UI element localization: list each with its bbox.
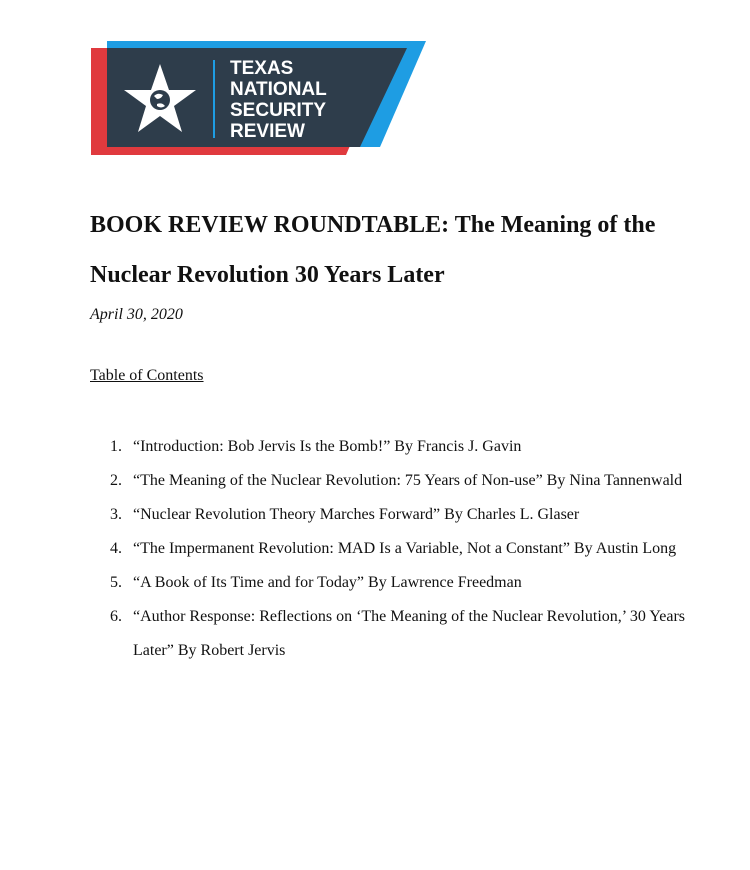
toc-item-text: “Nuclear Revolution Theory Marches Forward” By Charles L. Glaser — [133, 506, 580, 523]
document-title: BOOK REVIEW ROUNDTABLE: The Meaning of the Nuclear Revolution 30 Years Later — [90, 212, 656, 288]
toc-item-number: 5. — [110, 574, 122, 591]
toc-item — [90, 600, 690, 668]
toc-heading: Table of Contents — [90, 367, 204, 384]
toc-item-number: 1. — [110, 438, 122, 455]
logo-word-review: REVIEW — [230, 121, 305, 142]
table-of-contents — [90, 430, 690, 668]
toc-item-text: “Introduction: Bob Jervis Is the Bomb!” By Francis J. Gavin — [133, 438, 522, 455]
logo-word-texas: TEXAS — [230, 58, 294, 79]
toc-item-number: 4. — [110, 540, 122, 557]
logo-word-national: NATIONAL — [230, 79, 327, 100]
toc-item-text: “The Impermanent Revolution: MAD Is a Variable, Not a Constant” By Austin Long — [133, 540, 677, 557]
toc-item — [90, 498, 690, 532]
toc-item — [90, 464, 690, 498]
toc-item-number: 3. — [110, 506, 122, 523]
publication-date: April 30, 2020 — [90, 306, 183, 323]
tnsr-logo — [0, 0, 440, 170]
toc-item — [90, 430, 690, 464]
toc-item-number: 6. — [110, 608, 122, 625]
toc-item-text: “Author Response: Reflections on ‘The Meaning of the Nuclear Revolution,’ 30 Years Later” By Robert Jervis — [133, 608, 686, 659]
toc-item — [90, 532, 690, 566]
toc-item-text: “A Book of Its Time and for Today” By Lawrence Freedman — [133, 574, 522, 591]
toc-item-number: 2. — [110, 472, 122, 489]
logo-word-security: SECURITY — [230, 100, 327, 121]
toc-item — [90, 566, 690, 600]
toc-item-text: “The Meaning of the Nuclear Revolution: 75 Years of Non-use” By Nina Tannenwald — [133, 472, 683, 489]
